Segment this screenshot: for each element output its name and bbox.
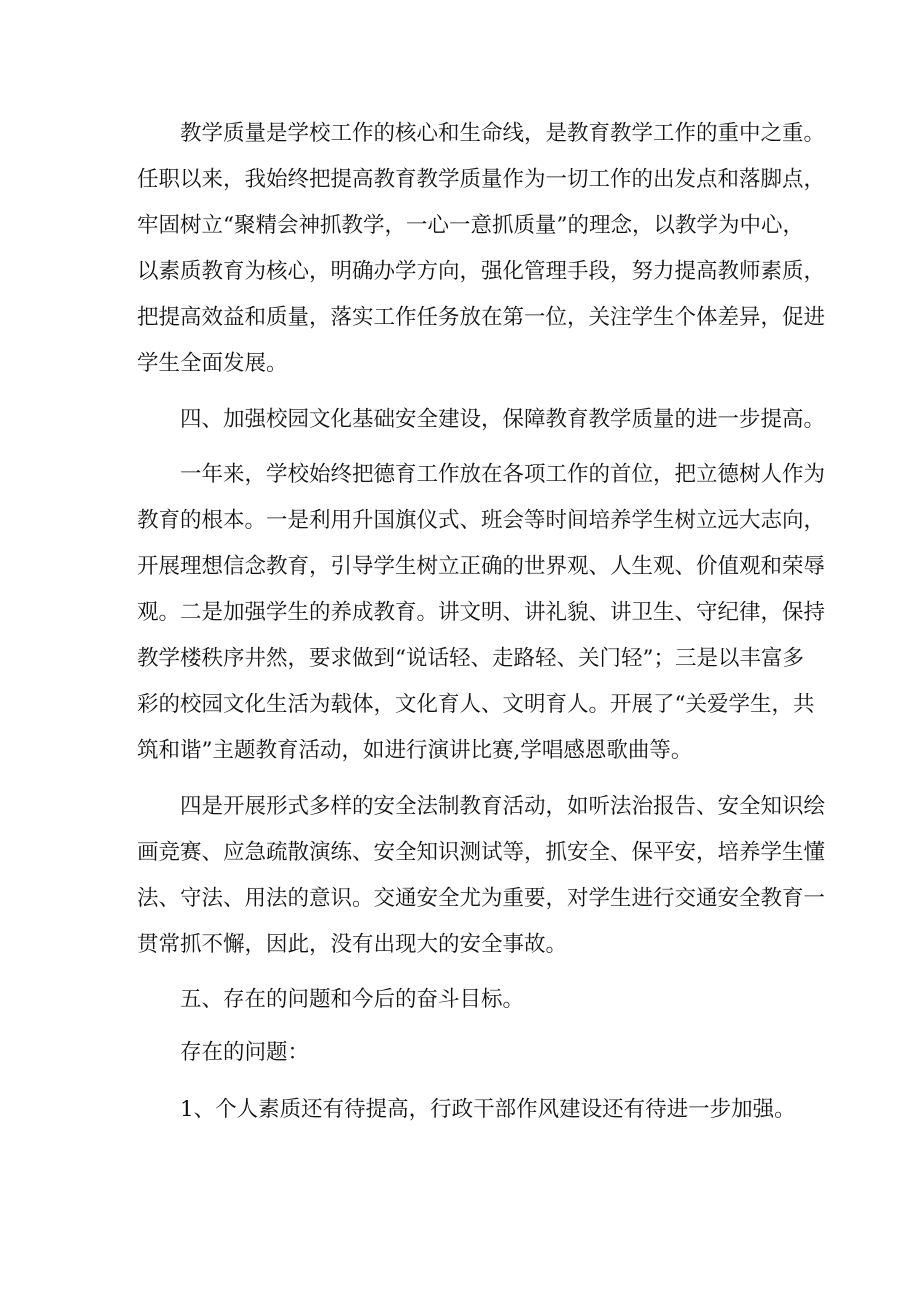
paragraph-line: 法、守法、用法的意识。交通安全尤为重要，对学生进行交通安全教育一	[137, 886, 826, 911]
paragraph-line: 教学质量是学校工作的核心和生命线，是教育教学工作的重中之重。	[180, 121, 826, 146]
paragraph-line: 以素质教育为核心，明确办学方向，强化管理手段，努力提高教师素质，	[137, 259, 826, 284]
section-heading: 四、加强校园文化基础安全建设，保障教育教学质量的进一步提高。	[180, 407, 826, 432]
paragraph-line: 学生全面发展。	[137, 351, 288, 376]
paragraph-line: 开展理想信念教育，引导学生树立正确的世界观、人生观、价值观和荣辱	[137, 554, 826, 579]
paragraph-line: 四是开展形式多样的安全法制教育活动，如听法治报告、安全知识绘	[180, 794, 826, 819]
paragraph-line: 彩的校园文化生活为载体，文化育人、文明育人。开展了“关爱学生，共	[137, 692, 815, 717]
subsection-label: 存在的问题：	[180, 1040, 310, 1065]
paragraph-line: 贯常抓不懈，因此，没有出现大的安全事故。	[137, 932, 568, 957]
section-heading: 五、存在的问题和今后的奋斗目标。	[180, 987, 525, 1012]
paragraph-line: 画竞赛、应急疏散演练、安全知识测试等，抓安全、保平安，培养学生懂	[137, 840, 826, 865]
paragraph-line: 教学楼秩序井然，要求做到“说话轻、走路轻、关门轻”；三是以丰富多	[137, 646, 804, 671]
paragraph-line: 牢固树立“聚精会神抓教学，一心一意抓质量”的理念，以教学为中心，	[137, 213, 804, 238]
paragraph-line: 教育的根本。一是利用升国旗仪式、班会等时间培养学生树立远大志向，	[137, 508, 826, 533]
list-item: 1、个人素质还有待提高，行政干部作风建设还有待进一步加强。	[180, 1097, 796, 1122]
paragraph-line: 观。二是加强学生的养成教育。讲文明、讲礼貌、讲卫生、守纪律，保持	[137, 600, 826, 625]
paragraph-line: 筑和谐”主题教育活动，如进行演讲比赛,学唱感恩歌曲等。	[137, 738, 693, 763]
paragraph-line: 任职以来，我始终把提高教育教学质量作为一切工作的出发点和落脚点，	[137, 167, 826, 192]
paragraph-line: 一年来，学校始终把德育工作放在各项工作的首位，把立德树人作为	[180, 462, 826, 487]
paragraph-line: 把提高效益和质量，落实工作任务放在第一位，关注学生个体差异，促进	[137, 305, 826, 330]
